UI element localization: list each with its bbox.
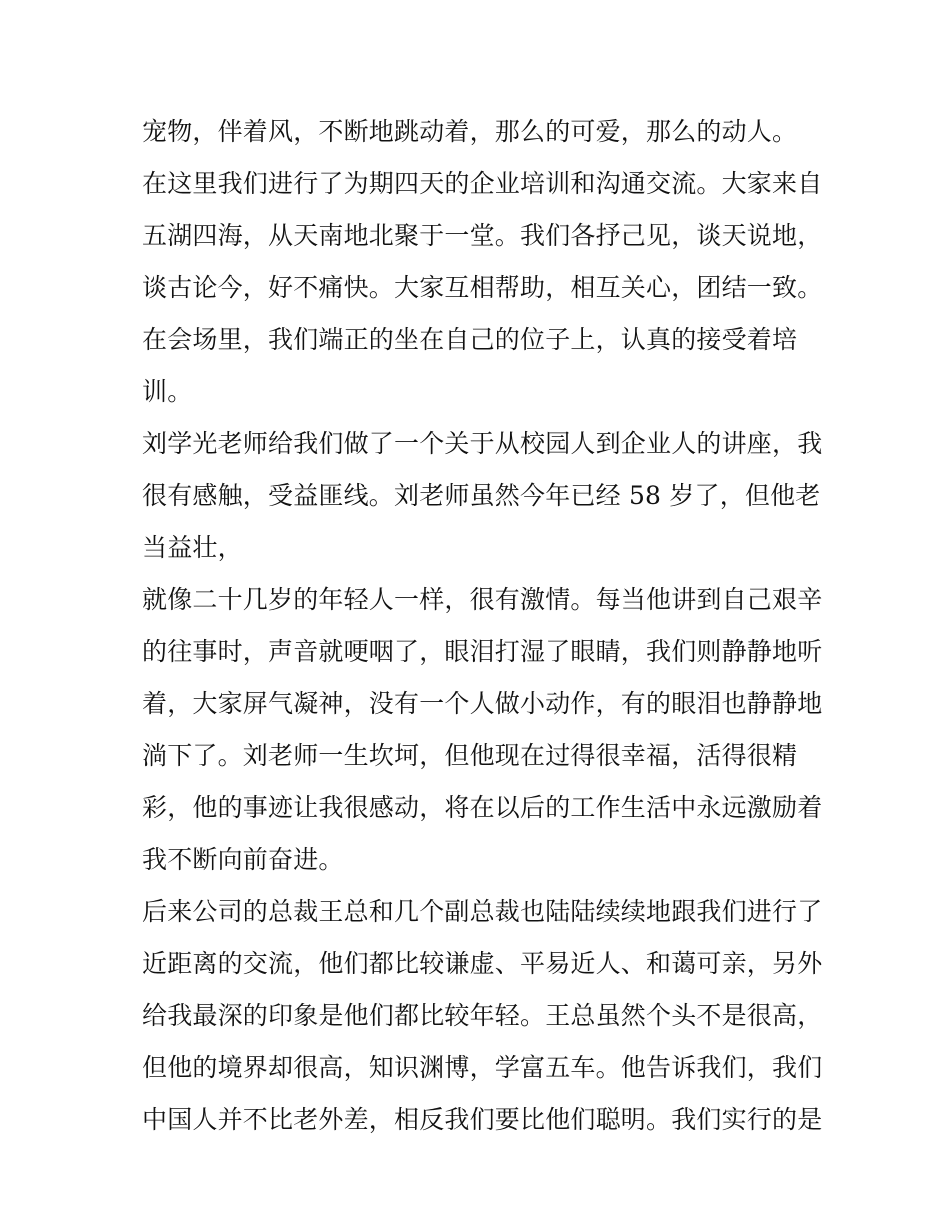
text-line: 宠物，伴着风，不断地跳动着，那么的可爱，那么的动人。: [142, 117, 798, 146]
text-line: 刘学光老师给我们做了一个关于从校园人到企业人的讲座，我: [142, 429, 823, 458]
text-line: 近距离的交流，他们都比较谦虚、平易近人、和蔼可亲，另外: [142, 949, 823, 978]
text-line: 着，大家屏气凝神，没有一个人做小动作，有的眼泪也静静地: [142, 689, 823, 718]
text-line: 当益壮，: [142, 533, 243, 562]
text-line: 彩，他的事迹让我很感动，将在以后的工作生活中永远激励着: [142, 793, 823, 822]
text-line: 就像二十几岁的年轻人一样，很有激情。每当他讲到自己艰辛: [142, 585, 823, 614]
text-line: 训。: [142, 377, 193, 406]
text-line: 谈古论今，好不痛快。大家互相帮助，相互关心，团结一致。: [142, 273, 823, 302]
text-line: 后来公司的总裁王总和几个副总裁也陆陆续续地跟我们进行了: [142, 897, 823, 926]
text-line: 淌下了。刘老师一生坎坷，但他现在过得很幸福，活得很精: [142, 741, 798, 770]
text-line: 中国人并不比老外差，相反我们要比他们聪明。我们实行的是: [142, 1105, 823, 1134]
text-line: 给我最深的印象是他们都比较年轻。王总虽然个头不是很高，: [142, 1001, 823, 1030]
text-line: 我不断向前奋进。: [142, 845, 344, 874]
text-line: 的往事时，声音就哽咽了，眼泪打湿了眼睛，我们则静静地听: [142, 637, 823, 666]
text-line: 但他的境界却很高，知识渊博，学富五车。他告诉我们，我们: [142, 1053, 823, 1082]
text-line: 五湖四海，从天南地北聚于一堂。我们各抒己见，谈天说地，: [142, 221, 823, 250]
document-body: [142, 106, 823, 1146]
text-line: 在会场里，我们端正的坐在自己的位子上，认真的接受着培: [142, 325, 798, 354]
text-line: 在这里我们进行了为期四天的企业培训和沟通交流。大家来自: [142, 169, 823, 198]
text-line: 很有感触，受益匪线。刘老师虽然今年已经 58 岁了，但他老: [142, 481, 821, 510]
